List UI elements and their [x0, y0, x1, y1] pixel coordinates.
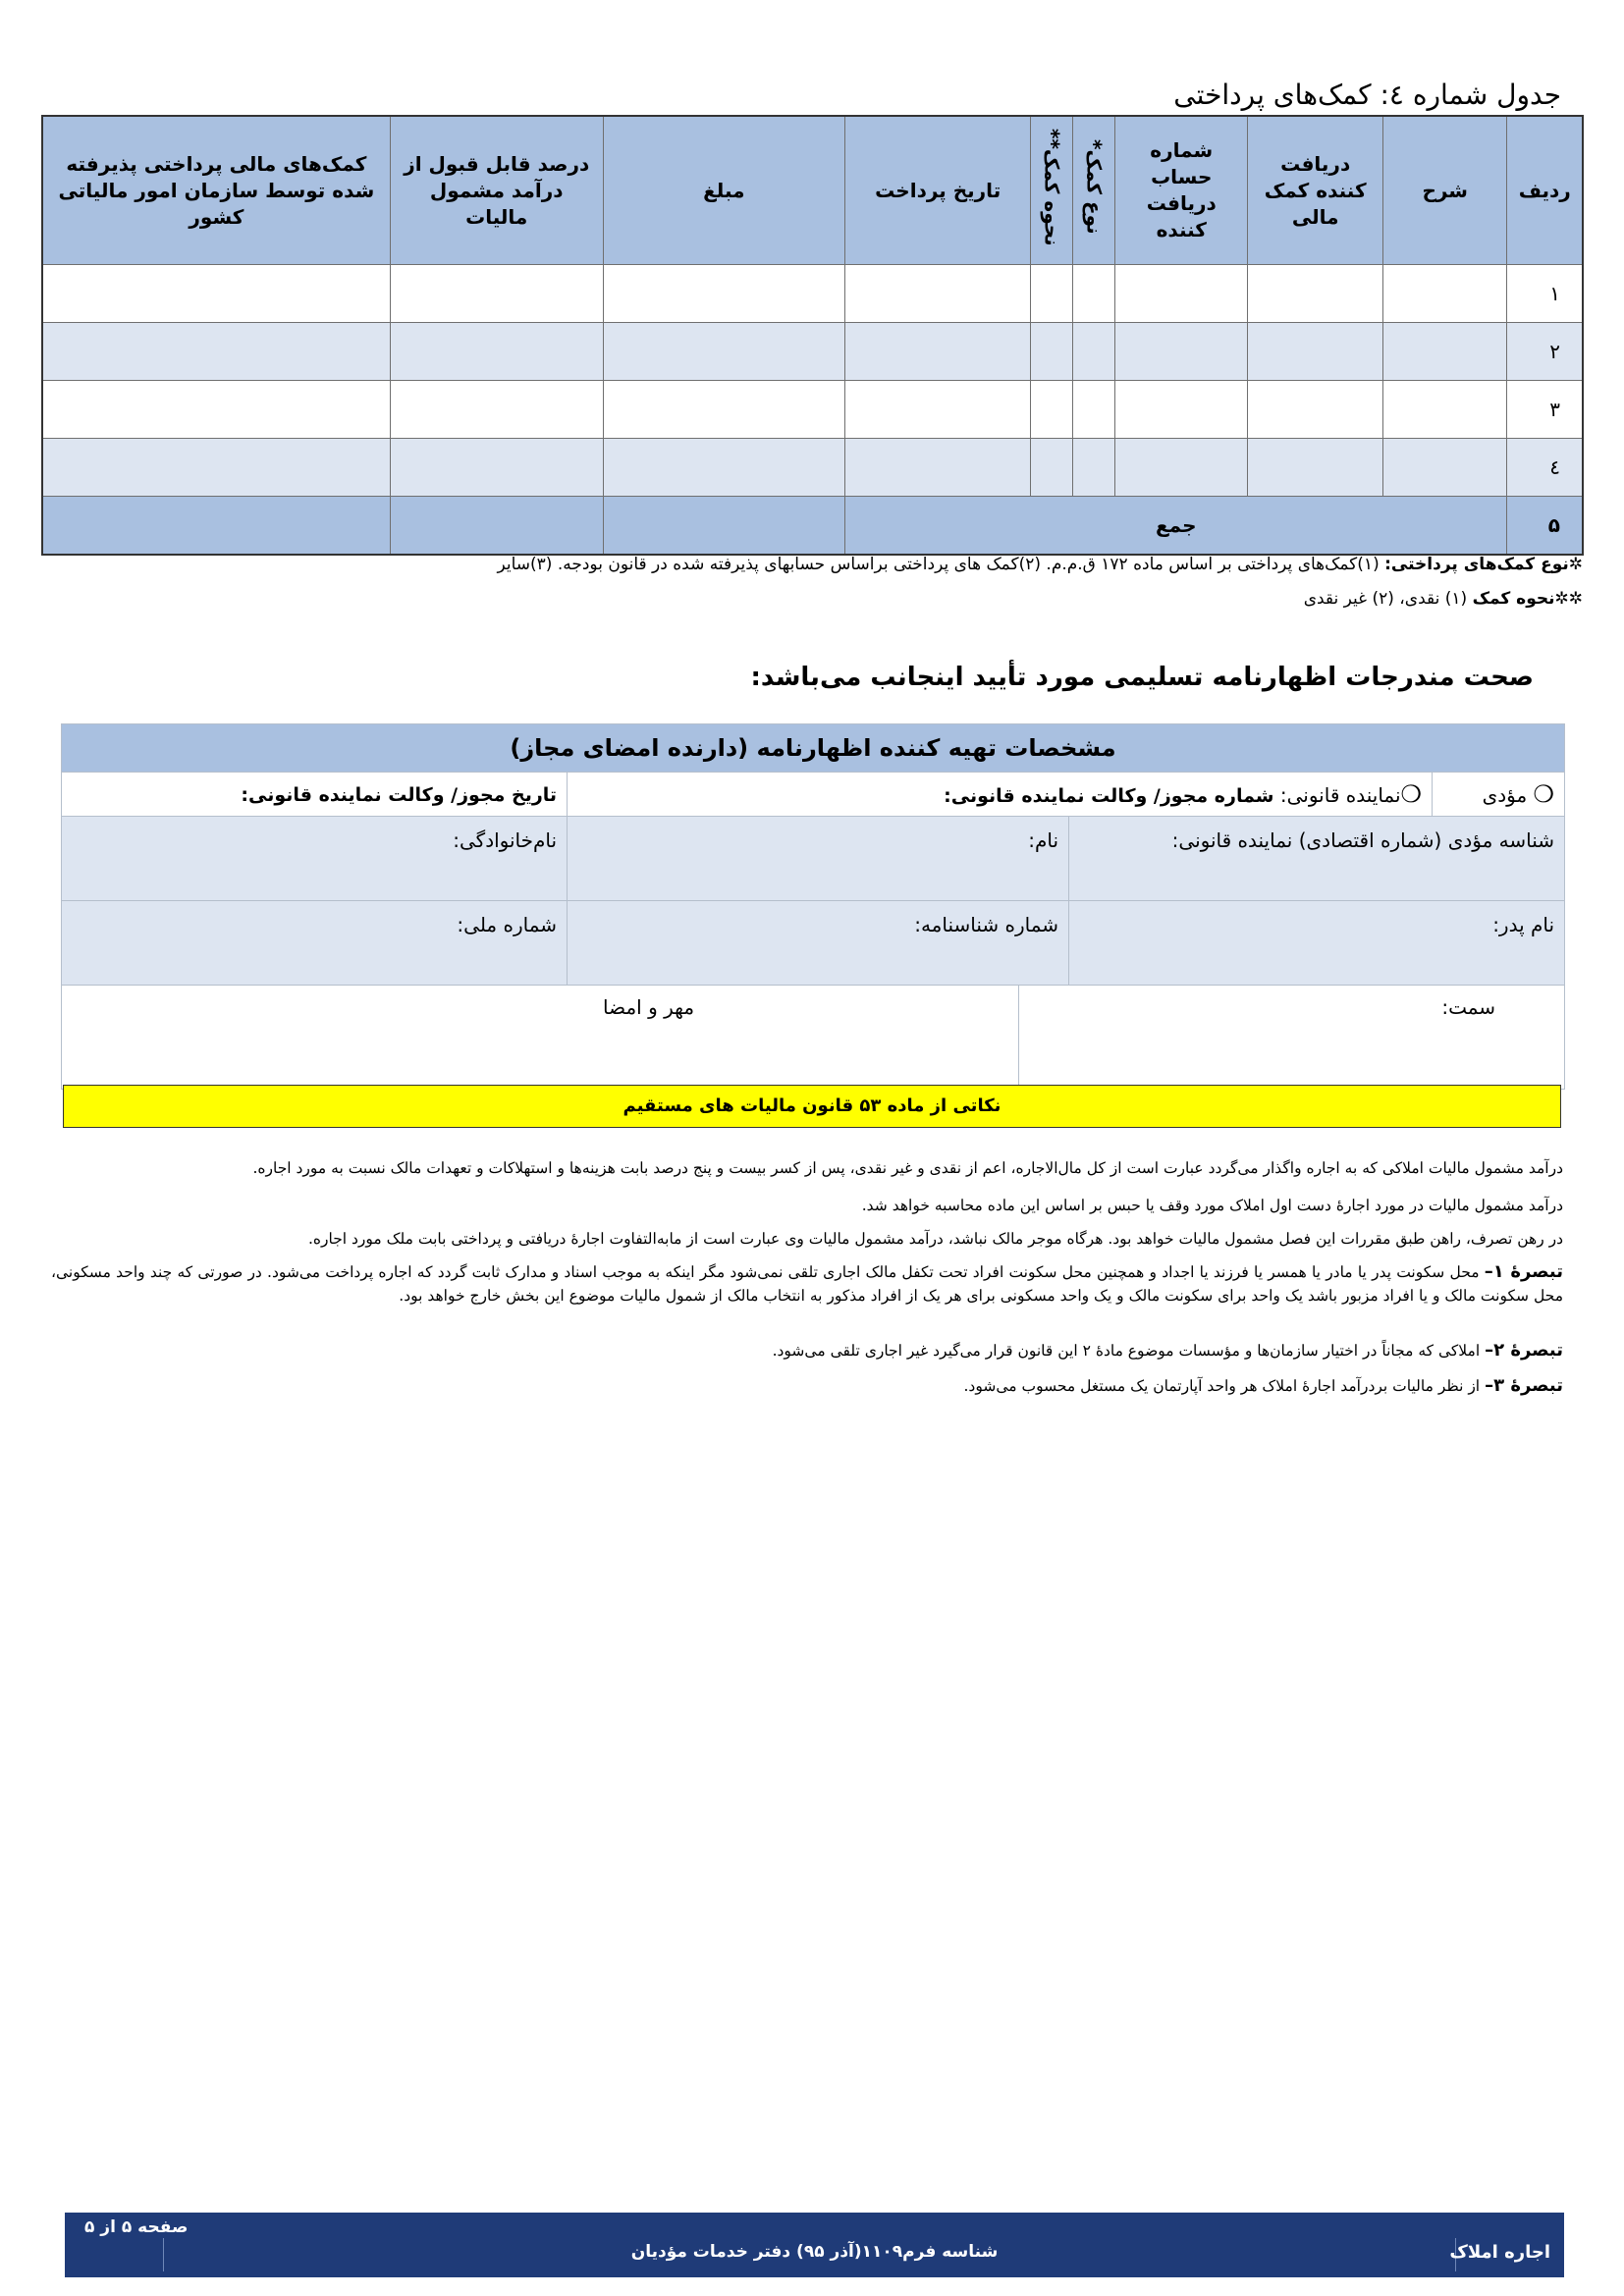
cell-payment-date[interactable] — [845, 439, 1031, 497]
note-3-paragraph — [51, 1374, 1563, 1398]
license-date-label: تاریخ مجوز/ وکالت نماینده قانونی: — [241, 784, 558, 806]
article-paragraph: در رهن تصرف، راهن طبق مقررات این فصل مشمول مالیات خواهد بود. هرگاه موجر مالک نباشد، درآمد مشمول مالیات وی عبارت است از مابه‌التفاوت اجارهٔ دریافتی و پرداختی بابت ملک مورد اجاره. — [307, 1230, 1563, 1248]
total-row — [42, 497, 1583, 556]
position-label: سمت: — [1441, 995, 1496, 1019]
confirmation-statement: صحت مندرجات اظهارنامه تسلیمی مورد تأیید اینجانب می‌باشد: — [750, 663, 1534, 692]
article-title: نکاتی از ماده ۵۳ قانون مالیات های مستقیم — [63, 1085, 1561, 1128]
col-header-aid-method — [1031, 116, 1073, 265]
taxpayer-id-label: شناسه مؤدی (شماره اقتصادی) نماینده قانونی: — [1171, 828, 1555, 852]
preparer-id-row — [62, 901, 1565, 986]
father-name-label: نام پدر: — [1492, 913, 1555, 936]
article-paragraph: درآمد مشمول مالیات املاکی که به اجاره واگذار می‌گردد عبارت است از کل مال‌الاجاره، اعم از نقدی و غیر نقدی، پس از کسر بیست و پنج درصد بابت هزینه‌ها و استهلاکات و تعهدات مالک نسبت به مورد اجاره. — [252, 1159, 1563, 1177]
radio-icon[interactable]: ❍ — [1400, 780, 1423, 808]
cell-amount[interactable] — [603, 381, 844, 439]
cell-amount[interactable] — [603, 265, 844, 323]
id-number-field[interactable] — [568, 901, 1069, 986]
total-acceptable-percent[interactable] — [390, 497, 603, 556]
license-date-cell[interactable] — [62, 773, 568, 817]
table-title: جدول شماره ٤: کمک‌های پرداختی — [1173, 79, 1561, 111]
id-number-label: شماره شناسنامه: — [914, 913, 1059, 936]
table-row — [42, 439, 1583, 497]
aid-method-note-label: نحوه کمک — [1472, 589, 1555, 609]
father-name-field[interactable] — [1069, 901, 1565, 986]
aid-method-note — [40, 587, 1583, 611]
cell-payment-date[interactable] — [845, 323, 1031, 381]
cell-accepted-aid[interactable] — [42, 265, 390, 323]
total-amount[interactable] — [603, 497, 844, 556]
cell-payment-date[interactable] — [845, 381, 1031, 439]
cell-aid-method[interactable] — [1031, 439, 1073, 497]
aid-table-header — [42, 116, 1583, 265]
aid-type-note — [40, 553, 1583, 576]
footer-form-name: اجاره املاک — [1449, 2242, 1550, 2263]
cell-account[interactable] — [1115, 323, 1248, 381]
row-number: ۳ — [1507, 381, 1583, 439]
cell-acceptable-percent[interactable] — [390, 381, 603, 439]
col-header-description: شرح — [1382, 116, 1507, 265]
note-1-text: محل سکونت پدر یا مادر یا همسر یا فرزند یا اجداد و همچنین محل سکونت افراد تحت تکفل مالک اجاری تلقی نمی‌شود مگر اینکه به موجب اسناد و مدارک ثابت گردد که اجاره پرداخت می‌شود. در صورتی که چند واحد مسکونی، محل سکونت مالک و یا افراد مزبور باشد یک واحد برای سکونت مالک و یک واحد مسکونی برای هر یک از افراد مذکور به انتخاب مالک از شمول مالیات موضوع این بخش خارج خواهد بود. — [51, 1263, 1563, 1305]
radio-icon[interactable]: ❍ — [1533, 780, 1555, 808]
col-header-recipient: دریافت کننده کمک مالی — [1248, 116, 1383, 265]
table-row — [42, 323, 1583, 381]
cell-description[interactable] — [1382, 265, 1507, 323]
representative-option-label: نماینده قانونی: — [1279, 783, 1401, 807]
preparer-title: مشخصات تهیه کننده اظهارنامه (دارنده امضای مجاز) — [62, 724, 1565, 773]
col-header-acceptable-percent: درصد قابل قبول از درآمد مشمول مالیات — [390, 116, 603, 265]
first-name-field[interactable] — [568, 817, 1069, 901]
article-paragraph: درآمد مشمول مالیات در مورد اجارهٔ دست اول املاک مورد وقف یا حبس بر اساس این ماده محاسبه خواهد شد. — [861, 1197, 1563, 1214]
taxpayer-option-label: مؤدی — [1482, 783, 1528, 807]
cell-payment-date[interactable] — [845, 265, 1031, 323]
signature-field[interactable] — [62, 986, 1019, 1090]
position-field[interactable] — [1019, 986, 1565, 1090]
first-name-label: نام: — [1028, 828, 1059, 852]
preparer-type-row — [62, 773, 1565, 817]
cell-aid-method[interactable] — [1031, 381, 1073, 439]
cell-recipient[interactable] — [1248, 381, 1383, 439]
col-header-accepted-aid: کمک‌های مالی پرداختی پذیرفته شده توسط سازمان امور مالیاتی کشور — [42, 116, 390, 265]
taxpayer-id-field[interactable] — [1069, 817, 1565, 901]
col-header-amount: مبلغ — [603, 116, 844, 265]
note-3-text: از نظر مالیات بردرآمد اجارهٔ املاک هر واحد آپارتمان یک مستغل محسوب می‌شود. — [963, 1377, 1481, 1395]
cell-aid-type[interactable] — [1073, 323, 1115, 381]
note-1-label: تبصرهٔ ۱– — [1484, 1261, 1563, 1282]
cell-acceptable-percent[interactable] — [390, 265, 603, 323]
row-number: ۲ — [1507, 323, 1583, 381]
col-header-row: ردیف — [1507, 116, 1583, 265]
note-3-label: تبصرهٔ ۳– — [1485, 1375, 1563, 1396]
cell-amount[interactable] — [603, 323, 844, 381]
preparer-box — [61, 723, 1565, 1090]
signature-label: مهر و امضا — [603, 995, 695, 1019]
cell-accepted-aid[interactable] — [42, 439, 390, 497]
cell-aid-type[interactable] — [1073, 439, 1115, 497]
aid-method-note-text: (۱) نقدی، (۲) غیر نقدی — [1303, 589, 1468, 609]
asterisk-icon: ✲✲ — [1554, 589, 1583, 609]
cell-aid-method[interactable] — [1031, 323, 1073, 381]
note-2-text: املاکی که مجاناً در اختیار سازمان‌ها و مؤسسات موضوع مادهٔ ۲ این قانون قرار می‌گیرد غیر اجاری تلقی می‌شود. — [772, 1342, 1481, 1360]
col-header-aid-type — [1073, 116, 1115, 265]
last-name-field[interactable] — [62, 817, 568, 901]
cell-description[interactable] — [1382, 323, 1507, 381]
cell-account[interactable] — [1115, 381, 1248, 439]
cell-aid-type[interactable] — [1073, 265, 1115, 323]
cell-account[interactable] — [1115, 265, 1248, 323]
cell-recipient[interactable] — [1248, 439, 1383, 497]
note-2-paragraph — [51, 1339, 1563, 1362]
cell-amount[interactable] — [603, 439, 844, 497]
total-label: جمع — [845, 497, 1507, 556]
aid-type-note-label: نوع کمک‌های پرداختی: — [1384, 555, 1569, 574]
aid-method-label: نحوه کمک** — [1040, 128, 1064, 246]
footer-form-id: شناسه فرم۱۱۰۹(آذر ۹۵) دفتر خدمات مؤدیان — [630, 2242, 999, 2262]
row-number: ٤ — [1507, 439, 1583, 497]
cell-accepted-aid[interactable] — [42, 323, 390, 381]
note-2-label: تبصرهٔ ۲– — [1485, 1340, 1563, 1361]
license-number-label: شماره مجوز/ وکالت نماینده قانونی: — [944, 785, 1274, 807]
aid-type-label: نوع کمک* — [1082, 139, 1107, 235]
preparer-signature-row — [62, 986, 1565, 1090]
aid-type-note-text: (۱)کمک‌های پرداختی بر اساس ماده ۱۷۲ ق.م.م. (۲)کمک های پرداختی براساس حسابهای پذیرفته شده در قانون بودجه. (۳)سایر — [497, 555, 1380, 574]
national-id-field[interactable] — [62, 901, 568, 986]
asterisk-icon: ✲ — [1568, 555, 1583, 574]
cell-accepted-aid[interactable] — [42, 381, 390, 439]
total-accepted-aid[interactable] — [42, 497, 390, 556]
taxpayer-option[interactable] — [1433, 773, 1565, 817]
col-header-account: شماره حساب دریافت کننده — [1115, 116, 1248, 265]
cell-description[interactable] — [1382, 381, 1507, 439]
row-number: ۱ — [1507, 265, 1583, 323]
cell-recipient[interactable] — [1248, 323, 1383, 381]
note-1-paragraph — [51, 1260, 1563, 1308]
aid-table — [41, 115, 1584, 556]
cell-aid-method[interactable] — [1031, 265, 1073, 323]
cell-account[interactable] — [1115, 439, 1248, 497]
cell-acceptable-percent[interactable] — [390, 439, 603, 497]
col-header-payment-date: تاریخ پرداخت — [845, 116, 1031, 265]
cell-recipient[interactable] — [1248, 265, 1383, 323]
preparer-name-row — [62, 817, 1565, 901]
footer-page-number: صفحه ۵ از ۵ — [84, 2217, 189, 2237]
page-footer — [65, 2213, 1564, 2277]
cell-aid-type[interactable] — [1073, 381, 1115, 439]
national-id-label: شماره ملی: — [457, 913, 558, 936]
preparer-header — [62, 724, 1565, 773]
cell-acceptable-percent[interactable] — [390, 323, 603, 381]
table-row — [42, 265, 1583, 323]
representative-option[interactable] — [568, 773, 1433, 817]
table-row — [42, 381, 1583, 439]
last-name-label: نام‌خانوادگی: — [453, 828, 558, 852]
row-number: ۵ — [1507, 497, 1583, 556]
cell-description[interactable] — [1382, 439, 1507, 497]
